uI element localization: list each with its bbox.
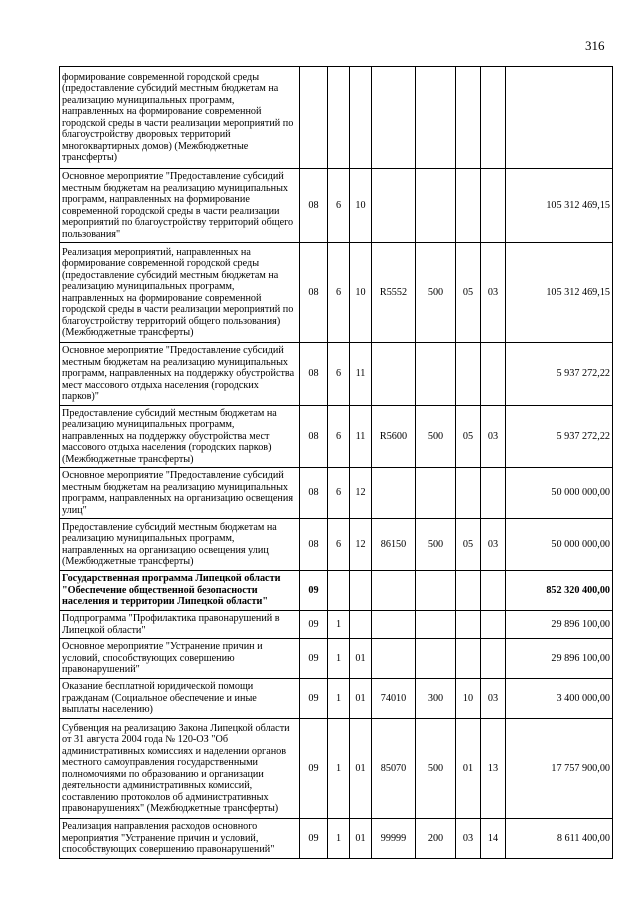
row-subprogram-code: [328, 67, 350, 169]
row-subsection: 03: [481, 519, 506, 571]
row-direction-code: R5552: [372, 243, 416, 343]
row-measure-code: 12: [350, 519, 372, 571]
row-amount: 50 000 000,00: [506, 468, 613, 519]
row-subsection: 03: [481, 679, 506, 719]
row-direction-code: 85070: [372, 719, 416, 819]
row-amount: 29 896 100,00: [506, 639, 613, 679]
row-expense-type: 500: [416, 243, 456, 343]
row-expense-type: [416, 67, 456, 169]
row-subprogram-code: 6: [328, 406, 350, 468]
row-amount: 50 000 000,00: [506, 519, 613, 571]
row-name: Реализация направления расходов основного мероприятия "Устранение причин и условий, способствующих совершению правонарушений": [60, 819, 300, 859]
row-amount: 105 312 469,15: [506, 243, 613, 343]
row-program-code: 08: [300, 343, 328, 406]
row-program-code: 09: [300, 571, 328, 611]
row-amount: 29 896 100,00: [506, 611, 613, 639]
row-expense-type: [416, 571, 456, 611]
table-row: [60, 639, 613, 679]
row-program-code: 08: [300, 519, 328, 571]
row-section: [456, 67, 481, 169]
row-measure-code: 10: [350, 243, 372, 343]
row-program-code: 09: [300, 679, 328, 719]
row-direction-code: [372, 169, 416, 243]
row-section: 03: [456, 819, 481, 859]
row-direction-code: 99999: [372, 819, 416, 859]
row-amount: 5 937 272,22: [506, 343, 613, 406]
row-name: Государственная программа Липецкой области "Обеспечение общественной безопасности населения и территории Липецкой области": [60, 571, 300, 611]
row-subsection: [481, 169, 506, 243]
row-measure-code: [350, 611, 372, 639]
row-section: [456, 571, 481, 611]
row-section: 10: [456, 679, 481, 719]
row-program-code: 09: [300, 639, 328, 679]
row-measure-code: [350, 67, 372, 169]
row-subprogram-code: 6: [328, 519, 350, 571]
row-name: Оказание бесплатной юридической помощи гражданам (Социальное обеспечение и иные выплаты населению): [60, 679, 300, 719]
row-measure-code: 01: [350, 679, 372, 719]
row-program-code: 09: [300, 719, 328, 819]
table-row: [60, 67, 613, 169]
row-expense-type: [416, 639, 456, 679]
row-name: Основное мероприятие "Предоставление субсидий местным бюджетам на реализацию муниципальных программ, направленных на организацию освещения улиц": [60, 468, 300, 519]
row-measure-code: [350, 571, 372, 611]
row-name: Основное мероприятие "Предоставление субсидий местным бюджетам на реализацию муниципальных программ, направленных на поддержку обустройства мест массового отдыха населения (городских парков)": [60, 343, 300, 406]
row-program-code: 09: [300, 611, 328, 639]
row-expense-type: 500: [416, 519, 456, 571]
table-row: [60, 819, 613, 859]
row-measure-code: 11: [350, 343, 372, 406]
table-body: [60, 67, 613, 859]
row-program-code: 08: [300, 243, 328, 343]
table-row: [60, 406, 613, 468]
row-subsection: [481, 639, 506, 679]
row-section: 01: [456, 719, 481, 819]
table-row: [60, 611, 613, 639]
row-name: Субвенция на реализацию Закона Липецкой области от 31 августа 2004 года № 120-ОЗ "Об административных комиссиях и наделении органов местного самоуправления государственными полномочиями по образованию и организации деятельности административных комиссий, составлению протоколов об административных правонарушениях" (Межбюджетные трансферты): [60, 719, 300, 819]
row-expense-type: 200: [416, 819, 456, 859]
row-measure-code: 11: [350, 406, 372, 468]
row-section: 05: [456, 406, 481, 468]
table-row: [60, 169, 613, 243]
row-name: Предоставление субсидий местным бюджетам на реализацию муниципальных программ, направленных на поддержку обустройства мест массового отдыха населения (городских парков) (Межбюджетные трансферты): [60, 406, 300, 468]
row-program-code: 08: [300, 406, 328, 468]
row-subprogram-code: 6: [328, 468, 350, 519]
row-program-code: 08: [300, 169, 328, 243]
row-amount: [506, 67, 613, 169]
row-subsection: 14: [481, 819, 506, 859]
row-subprogram-code: [328, 571, 350, 611]
table-row: [60, 679, 613, 719]
row-amount: 852 320 400,00: [506, 571, 613, 611]
page-number: 316: [585, 38, 605, 53]
row-subprogram-code: 6: [328, 169, 350, 243]
row-measure-code: 12: [350, 468, 372, 519]
row-program-code: 08: [300, 468, 328, 519]
table-row: [60, 571, 613, 611]
row-amount: 5 937 272,22: [506, 406, 613, 468]
row-section: 05: [456, 519, 481, 571]
row-section: [456, 169, 481, 243]
row-name: Подпрограмма "Профилактика правонарушений в Липецкой области": [60, 611, 300, 639]
row-subsection: [481, 611, 506, 639]
row-name: Предоставление субсидий местным бюджетам на реализацию муниципальных программ, направленных на организацию освещения улиц (Межбюджетные трансферты): [60, 519, 300, 571]
row-expense-type: [416, 611, 456, 639]
row-direction-code: [372, 468, 416, 519]
row-expense-type: [416, 169, 456, 243]
row-subprogram-code: 1: [328, 639, 350, 679]
table-row: [60, 719, 613, 819]
row-section: [456, 468, 481, 519]
row-direction-code: [372, 571, 416, 611]
row-subprogram-code: 1: [328, 611, 350, 639]
row-section: [456, 639, 481, 679]
row-amount: 105 312 469,15: [506, 169, 613, 243]
row-subprogram-code: 1: [328, 719, 350, 819]
row-program-code: [300, 67, 328, 169]
row-measure-code: 01: [350, 819, 372, 859]
row-name: формирование современной городской среды (предоставление субсидий местным бюджетам на реализацию муниципальных программ, направленных на формирование современной городской среды в части реализации мероприятий по благоустройству дворовых территорий многоквартирных домов) (Межбюджетные трансферты): [60, 67, 300, 169]
row-direction-code: R5600: [372, 406, 416, 468]
row-direction-code: [372, 67, 416, 169]
row-expense-type: 500: [416, 406, 456, 468]
row-expense-type: [416, 343, 456, 406]
row-subsection: [481, 67, 506, 169]
row-subsection: 13: [481, 719, 506, 819]
row-expense-type: 300: [416, 679, 456, 719]
row-subsection: 03: [481, 406, 506, 468]
row-subprogram-code: 1: [328, 819, 350, 859]
table-row: [60, 519, 613, 571]
row-name: Реализация мероприятий, направленных на формирование современной городской среды (предоставление субсидий местным бюджетам на реализацию муниципальных программ, направленных на формирование современной городской среды в части реализации мероприятий по благоустройству территорий общего пользования) (Межбюджетные трансферты): [60, 243, 300, 343]
row-expense-type: 500: [416, 719, 456, 819]
row-subsection: [481, 343, 506, 406]
row-measure-code: 01: [350, 719, 372, 819]
row-subprogram-code: 6: [328, 243, 350, 343]
row-amount: 17 757 900,00: [506, 719, 613, 819]
row-amount: 3 400 000,00: [506, 679, 613, 719]
row-subprogram-code: 1: [328, 679, 350, 719]
table-row: [60, 243, 613, 343]
row-subsection: [481, 468, 506, 519]
row-section: [456, 343, 481, 406]
row-expense-type: [416, 468, 456, 519]
table-row: [60, 343, 613, 406]
row-measure-code: 01: [350, 639, 372, 679]
row-name: Основное мероприятие "Устранение причин и условий, способствующих совершению правонарушений": [60, 639, 300, 679]
row-measure-code: 10: [350, 169, 372, 243]
row-name: Основное мероприятие "Предоставление субсидий местным бюджетам на реализацию муниципальных программ, направленных на формирование современной городской среды в части реализации мероприятий по благоустройству территорий общего пользования": [60, 169, 300, 243]
row-subsection: 03: [481, 243, 506, 343]
row-program-code: 09: [300, 819, 328, 859]
row-direction-code: 74010: [372, 679, 416, 719]
row-direction-code: [372, 639, 416, 679]
row-subsection: [481, 571, 506, 611]
table-row: [60, 468, 613, 519]
row-amount: 8 611 400,00: [506, 819, 613, 859]
row-section: [456, 611, 481, 639]
row-direction-code: 86150: [372, 519, 416, 571]
row-direction-code: [372, 611, 416, 639]
budget-table: [59, 66, 613, 859]
row-section: 05: [456, 243, 481, 343]
row-direction-code: [372, 343, 416, 406]
row-subprogram-code: 6: [328, 343, 350, 406]
